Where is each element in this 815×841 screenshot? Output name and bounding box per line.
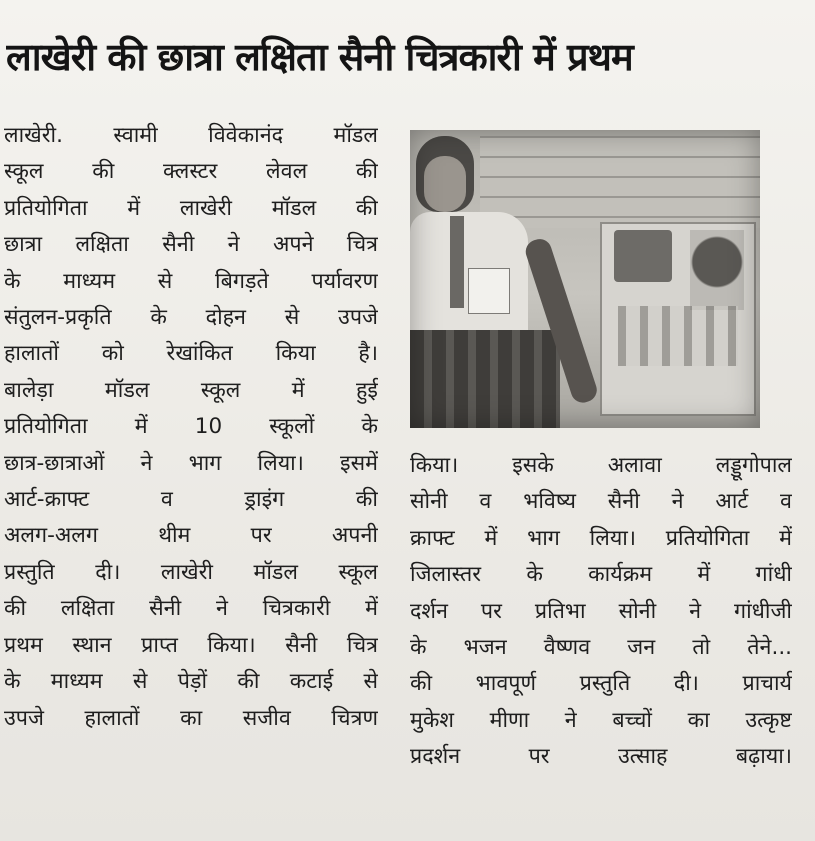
article-headline: लाखेरी की छात्रा लक्षिता सैनी चित्रकारी में प्रथम: [6, 35, 633, 79]
text-line: प्रतियोगिता में 10 स्कूलों के: [4, 414, 378, 440]
text-line: सोनी व भविष्य सैनी ने आर्ट व: [410, 489, 792, 515]
text-line: छात्र-छात्राओं ने भाग लिया। इसमें: [4, 450, 378, 476]
text-line: अलग-अलग थीम पर अपनी: [4, 523, 378, 549]
text-line: संतुलन-प्रकृति के दोहन से उपजे: [4, 305, 378, 331]
text-line: बालेड़ा मॉडल स्कूल में हुई: [4, 377, 378, 403]
text-line: प्रतियोगिता में लाखेरी मॉडल की: [4, 195, 378, 221]
text-line: किया। इसके अलावा लड्डूगोपाल: [410, 453, 792, 478]
text-line: के माध्यम से पेड़ों की कटाई से: [4, 669, 378, 695]
text-line: के माध्यम से बिगड़ते पर्यावरण: [4, 268, 378, 294]
student-photo: [410, 130, 760, 428]
text-line: लाखेरी. स्वामी विवेकानंद मॉडल: [4, 123, 378, 148]
right-text-column: [410, 448, 792, 776]
text-line: हालातों को रेखांकित किया है।: [4, 341, 378, 367]
text-line: की भावपूर्ण प्रस्तुति दी। प्राचार्य: [410, 671, 792, 697]
text-line: आर्ट-क्राफ्ट व ड्राइंग की: [4, 487, 378, 513]
text-line: उपजे हालातों का सजीव चित्रण: [4, 705, 378, 731]
text-line: प्रथम स्थान प्राप्त किया। सैनी चित्र: [4, 632, 378, 658]
text-line: की लक्षिता सैनी ने चित्रकारी में: [4, 596, 378, 622]
text-line: क्राफ्ट में भाग लिया। प्रतियोगिता में: [410, 525, 792, 551]
text-line: जिलास्तर के कार्यक्रम में गांधी: [410, 562, 792, 588]
text-line: प्रदर्शन पर उत्साह बढ़ाया।: [410, 744, 792, 770]
text-line: स्कूल की क्लस्टर लेवल की: [4, 159, 378, 185]
text-line: मुकेश मीणा ने बच्चों का उत्कृष्ट: [410, 707, 792, 733]
text-line: प्रस्तुति दी। लाखेरी मॉडल स्कूल: [4, 559, 378, 585]
text-line: दर्शन पर प्रतिभा सोनी ने गांधीजी: [410, 598, 792, 624]
left-text-column: [4, 118, 378, 737]
text-line: के भजन वैष्णव जन तो तेने...: [410, 635, 792, 661]
text-line: छात्रा लक्षिता सैनी ने अपने चित्र: [4, 232, 378, 258]
